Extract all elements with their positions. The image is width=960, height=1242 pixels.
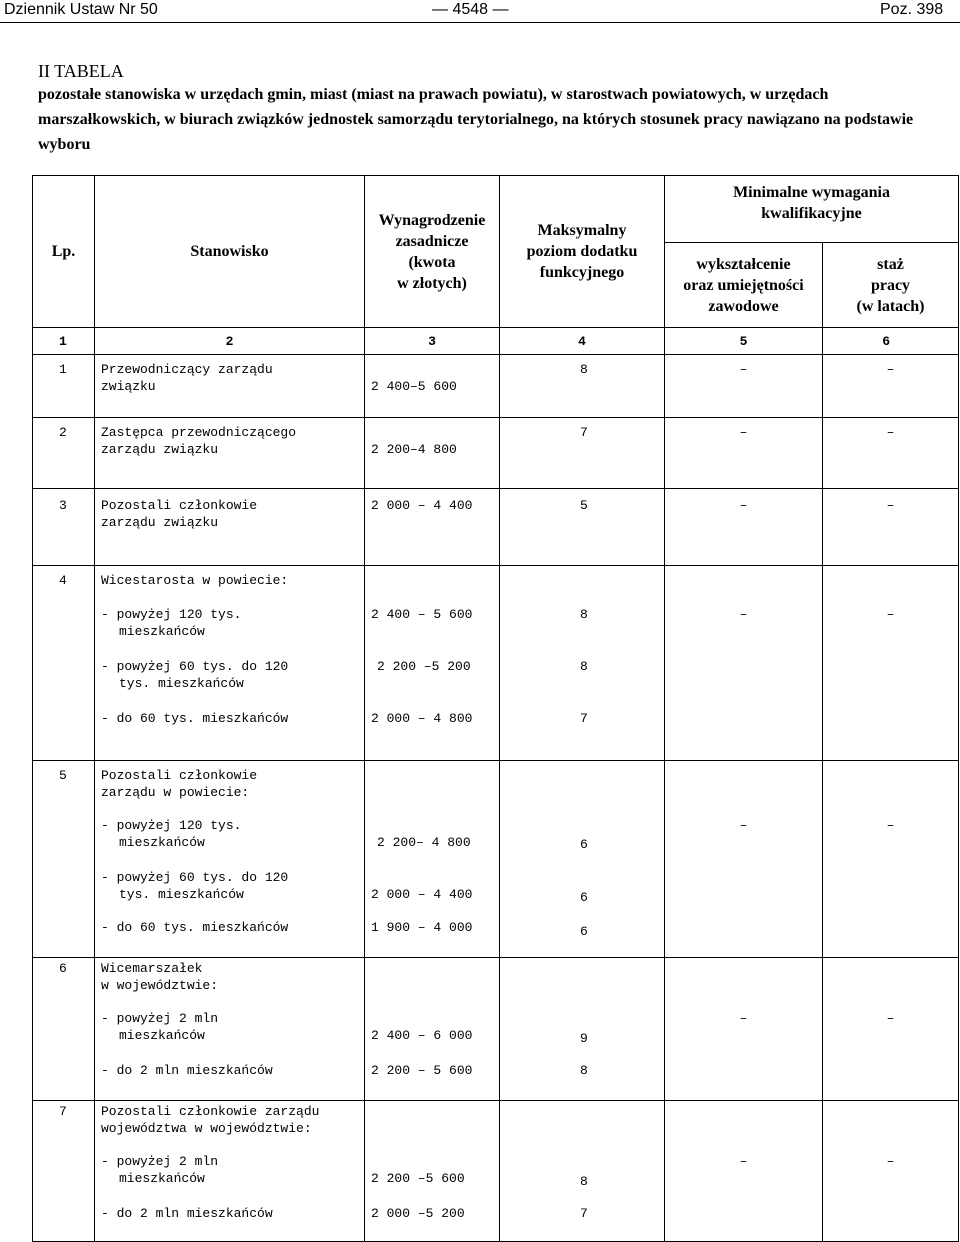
- row-7-item-2-wynagrodzenie: 2 000 –5 200: [371, 1206, 465, 1221]
- row-5-stanowisko-line1: Pozostali członkowie: [101, 768, 258, 783]
- row-5-item-2-wynagrodzenie: 2 000 – 4 400: [371, 887, 473, 902]
- row-2-staz: –: [823, 418, 959, 489]
- row-7-item-2-dodatek: 7: [580, 1206, 588, 1221]
- header-min-line2: kwalifikacyjne: [761, 205, 862, 222]
- row-6-item-1-label-line2: mieszkańców: [119, 1028, 205, 1043]
- row-6-lp: 6: [33, 958, 95, 1101]
- table-heading: II TABELA: [38, 61, 124, 81]
- column-number-6: 6: [823, 328, 959, 355]
- row-2-wyksztalcenie: –: [665, 418, 823, 489]
- row-5-item-3-wynagrodzenie: 1 900 – 4 000: [371, 920, 473, 935]
- position-number: Poz. 398: [880, 1, 944, 18]
- row-6-stanowisko-line2: w województwie:: [101, 978, 219, 993]
- row-4-item-3-wynagrodzenie: 2 000 – 4 800: [371, 711, 473, 726]
- row-2-dodatek: 7: [500, 418, 665, 489]
- row-2-stanowisko: [95, 418, 365, 489]
- row-4-wyksztalcenie: –: [665, 566, 823, 761]
- row-5-lp: 5: [33, 761, 95, 958]
- row-1-wynagrodzenie: 2 400–5 600: [365, 355, 500, 418]
- row-4-item-1-wynagrodzenie: 2 400 – 5 600: [371, 607, 473, 622]
- table-row: [33, 418, 959, 489]
- row-6-wynagrodzenie: [365, 958, 500, 1101]
- header-wyn-line1: Wynagrodzenie: [378, 211, 486, 229]
- row-3-wynagrodzenie: 2 000 – 4 400: [365, 489, 500, 566]
- header-maksymalny: [500, 176, 665, 328]
- row-4-lp: 4: [33, 566, 95, 761]
- header-wyn-line4: w złotych): [397, 274, 467, 292]
- row-7-item-1-wynagrodzenie: 2 200 –5 600: [371, 1171, 465, 1186]
- header-row-1: [33, 176, 959, 243]
- table-row: [33, 566, 959, 761]
- row-7-wyksztalcenie: –: [665, 1101, 823, 1242]
- row-7-item-2-label: - do 2 mln mieszkańców: [101, 1206, 273, 1221]
- row-6-stanowisko-line1: Wicemarszałek: [101, 961, 203, 976]
- row-3-stanowisko-line2: zarządu związku: [101, 515, 219, 530]
- header-max-line1: Maksymalny: [537, 222, 627, 239]
- row-7-item-1-label-line1: - powyżej 2 mln: [101, 1154, 219, 1169]
- row-4-stanowisko-line1: Wicestarosta w powiecie:: [101, 573, 289, 588]
- row-7-staz: –: [823, 1101, 959, 1242]
- row-5-item-1-label-line2: mieszkańców: [119, 835, 205, 850]
- row-5-wynagrodzenie: [365, 761, 500, 958]
- row-1-lp: 1: [33, 355, 95, 418]
- row-6-item-1-wynagrodzenie: 2 400 – 6 000: [371, 1028, 473, 1043]
- row-4-item-2-label-line2: tys. mieszkańców: [119, 676, 244, 691]
- row-4-item-2-label-line1: - powyżej 60 tys. do 120: [101, 659, 289, 674]
- row-6-wyksztalcenie: –: [665, 958, 823, 1101]
- row-4-stanowisko: [95, 566, 365, 761]
- row-3-wyksztalcenie: –: [665, 489, 823, 566]
- header-wyk-line2: oraz umiejętności: [683, 276, 804, 294]
- row-1-dodatek: 8: [500, 355, 665, 418]
- header-staz-line2: pracy: [870, 276, 911, 294]
- row-3-staz: –: [823, 489, 959, 566]
- header-min-line1: Minimalne wymagania: [733, 184, 890, 201]
- header-wynagrodzenie: [365, 176, 500, 328]
- row-4-item-1-label-line1: - powyżej 120 tys.: [101, 607, 242, 622]
- row-6-item-2-label: - do 2 mln mieszkańców: [101, 1063, 273, 1078]
- row-1-stanowisko: [95, 355, 365, 418]
- column-number-4: 4: [500, 328, 665, 355]
- row-7-dodatek: [500, 1101, 665, 1242]
- header-wyk-line3: zawodowe: [708, 297, 779, 315]
- row-5-staz: –: [823, 761, 959, 958]
- row-3-stanowisko-line1: Pozostali członkowie: [101, 498, 258, 513]
- row-2-stanowisko-line2: zarządu związku: [101, 442, 219, 457]
- row-3-stanowisko: [95, 489, 365, 566]
- row-6-dodatek: [500, 958, 665, 1101]
- row-5-item-2-dodatek: 6: [580, 890, 588, 905]
- header-staz: [823, 243, 959, 328]
- row-2-stanowisko-line1: Zastępca przewodniczącego: [101, 425, 297, 440]
- row-5-item-1-dodatek: 6: [580, 837, 588, 852]
- row-2-wynagrodzenie: 2 200–4 800: [365, 418, 500, 489]
- header-max-line3: funkcyjnego: [539, 264, 625, 281]
- column-number-3: 3: [365, 328, 500, 355]
- row-4-item-2-dodatek: 8: [580, 659, 588, 674]
- table-row: [33, 489, 959, 566]
- table-row: [33, 355, 959, 418]
- journal-name: Dziennik Ustaw Nr 50: [4, 1, 158, 18]
- row-7-stanowisko: [95, 1101, 365, 1242]
- row-4-dodatek: [500, 566, 665, 761]
- row-3-lp: 3: [33, 489, 95, 566]
- row-7-stanowisko-line2: województwa w województwie:: [101, 1121, 312, 1136]
- row-5-item-2-label-line1: - powyżej 60 tys. do 120: [101, 870, 289, 885]
- row-5-item-2-label-line2: tys. mieszkańców: [119, 887, 244, 902]
- table-row: [33, 1101, 959, 1242]
- header-wyn-line3: (kwota: [408, 253, 456, 271]
- header-staz-line3: (w latach): [856, 297, 925, 315]
- row-6-staz: –: [823, 958, 959, 1101]
- row-1-stanowisko-line2: związku: [101, 379, 156, 394]
- header-stanowisko: Stanowisko: [95, 176, 365, 328]
- row-4-item-1-label-line2: mieszkańców: [119, 624, 205, 639]
- row-1-staz: –: [823, 355, 959, 418]
- column-number-2: 2: [95, 328, 365, 355]
- salary-table: [32, 175, 959, 1242]
- table-description: pozostałe stanowiska w urzędach gmin, miast (miast na prawach powiatu), w starostwach powiatowych, w urzędach marszałkowskich, w biurach związków jednostek samorządu terytorialnego, na których stosunek pracy nawiązano na podstawie wyboru: [38, 86, 914, 153]
- row-6-item-2-wynagrodzenie: 2 200 – 5 600: [371, 1063, 473, 1078]
- row-5-item-1-label-line1: - powyżej 120 tys.: [101, 818, 242, 833]
- row-6-stanowisko: [95, 958, 365, 1101]
- header-staz-line1: staż: [877, 255, 904, 273]
- row-4-staz: –: [823, 566, 959, 761]
- row-5-stanowisko: [95, 761, 365, 958]
- table-title: [38, 60, 953, 157]
- row-1-wyksztalcenie: –: [665, 355, 823, 418]
- row-4-item-2-wynagrodzenie: 2 200 –5 200: [377, 659, 471, 674]
- header-max-line2: poziom dodatku: [526, 243, 638, 260]
- page-number: — 4548 —: [432, 1, 509, 18]
- row-7-lp: 7: [33, 1101, 95, 1242]
- row-5-dodatek: [500, 761, 665, 958]
- row-5-wyksztalcenie: –: [665, 761, 823, 958]
- row-1-stanowisko-line1: Przewodniczący zarządu: [101, 362, 273, 377]
- row-6-item-2-dodatek: 8: [580, 1063, 588, 1078]
- table-row: [33, 761, 959, 958]
- row-7-stanowisko-line1: Pozostali członkowie zarządu: [101, 1104, 320, 1119]
- column-number-5: 5: [665, 328, 823, 355]
- row-4-wynagrodzenie: [365, 566, 500, 761]
- column-number-row: [33, 328, 959, 355]
- row-7-item-1-dodatek: 8: [580, 1174, 588, 1189]
- row-3-dodatek: 5: [500, 489, 665, 566]
- row-5-item-1-wynagrodzenie: 2 200– 4 800: [377, 835, 471, 850]
- row-4-item-3-label: - do 60 tys. mieszkańców: [101, 711, 289, 726]
- header-minimalne: [665, 176, 959, 243]
- row-7-item-1-label-line2: mieszkańców: [119, 1171, 205, 1186]
- header-wyksztalcenie: [665, 243, 823, 328]
- header-rule: [0, 22, 960, 23]
- row-2-lp: 2: [33, 418, 95, 489]
- row-7-wynagrodzenie: [365, 1101, 500, 1242]
- header-wyn-line2: zasadnicze: [395, 232, 469, 250]
- row-5-item-3-dodatek: 6: [580, 924, 588, 939]
- column-number-1: 1: [33, 328, 95, 355]
- row-5-stanowisko-line2: zarządu w powiecie:: [101, 785, 250, 800]
- row-5-item-3-label: - do 60 tys. mieszkańców: [101, 920, 289, 935]
- row-6-item-1-label-line1: - powyżej 2 mln: [101, 1011, 219, 1026]
- row-6-item-1-dodatek: 9: [580, 1031, 588, 1046]
- header-lp: Lp.: [33, 176, 95, 328]
- page-header: [0, 0, 960, 22]
- row-4-item-1-dodatek: 8: [580, 607, 588, 622]
- table-row: [33, 958, 959, 1101]
- header-wyk-line1: wykształcenie: [696, 255, 791, 273]
- row-4-item-3-dodatek: 7: [580, 711, 588, 726]
